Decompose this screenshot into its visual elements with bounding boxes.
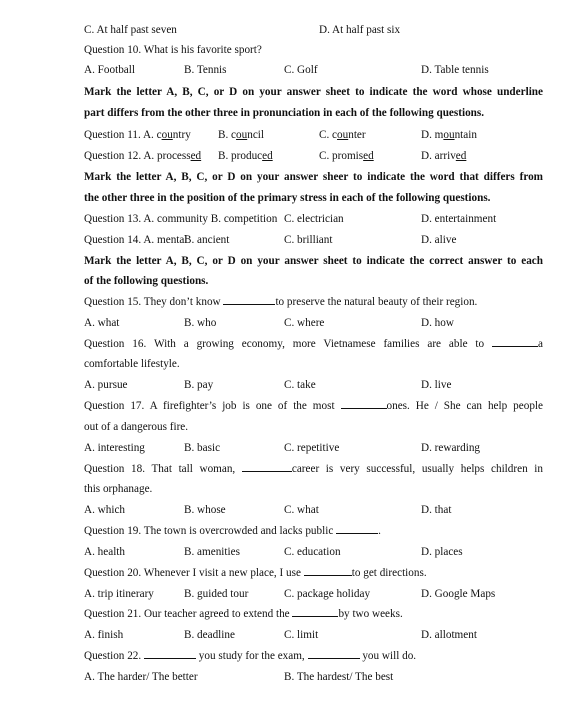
option: B. amenities: [184, 546, 240, 558]
question-line: [84, 563, 543, 583]
option: C. electrician: [284, 213, 344, 225]
text: C. c: [319, 129, 338, 141]
option: B. guided tour: [184, 588, 249, 600]
option: C. limit: [284, 629, 319, 641]
option: D. alive: [421, 234, 457, 246]
option: D. entertainment: [421, 213, 497, 225]
option: D. At half past six: [319, 24, 401, 36]
answer-blank: [223, 293, 275, 305]
text: Question 12. A. process: [84, 150, 191, 162]
options-line: [84, 375, 543, 395]
question-line: [84, 459, 543, 479]
option: [421, 146, 466, 166]
question-text: .: [378, 525, 381, 537]
option: D. allotment: [421, 629, 477, 641]
answer-blank: [242, 460, 292, 472]
instruction-line: Mark the letter A, B, C, or D on your answer sheet to indicate the correct answer to each: [84, 255, 543, 267]
option: D. how: [421, 317, 454, 329]
text: D. arriv: [421, 150, 456, 162]
instruction-line: of the following questions.: [84, 275, 209, 287]
answer-blank: [292, 605, 338, 617]
option: A. The harder/ The better: [84, 671, 198, 683]
text: ncil: [247, 129, 264, 141]
option: D. rewarding: [421, 442, 481, 454]
question-text: you study for the exam,: [195, 650, 308, 662]
options-line: [84, 230, 543, 250]
question-text: by two weeks.: [338, 608, 403, 620]
question-line: [84, 292, 543, 312]
option: B. deadline: [184, 629, 235, 641]
option: [218, 146, 273, 166]
option: B. The hardest/ The best: [284, 671, 394, 683]
instruction-line: Mark the letter A, B, C, or D on your answer sheet to indicate the word whose underline: [84, 86, 543, 98]
underlined-sound: ou: [337, 129, 349, 141]
option: A. interesting: [84, 442, 145, 454]
option: D. that: [421, 504, 452, 516]
option: D. Google Maps: [421, 588, 496, 600]
option: C. what: [284, 504, 319, 516]
options-line: [84, 584, 543, 604]
question-text: Question 18. That tall woman,: [84, 463, 242, 475]
option: C. where: [284, 317, 325, 329]
question-line: Question 10. What is his favorite sport?: [84, 44, 262, 56]
question-line: [84, 146, 543, 166]
underlined-sound: ed: [262, 150, 273, 162]
option: D. Table tennis: [421, 64, 489, 76]
text: B. c: [218, 129, 237, 141]
answer-blank: [308, 647, 360, 659]
option: [319, 146, 374, 166]
question-line: [84, 604, 543, 624]
option: A. finish: [84, 629, 124, 641]
options-line: [84, 438, 543, 458]
option: A. which: [84, 504, 126, 516]
options-line: [84, 500, 543, 520]
option: B. who: [184, 317, 217, 329]
question-text: Question 15. They don’t know: [84, 296, 224, 308]
question-text: career is very successful, usually helps children in: [291, 463, 543, 475]
option: Question 13. A. community B. competition: [84, 213, 278, 225]
question-text: a: [538, 338, 543, 350]
option: Question 14. A. mental: [84, 234, 188, 246]
underlined-sound: ed: [455, 150, 467, 162]
option: A. health: [84, 546, 126, 558]
option: A. what: [84, 317, 120, 329]
option: A. trip itinerary: [84, 588, 154, 600]
question-text: to get directions.: [351, 567, 427, 579]
text: D. m: [421, 129, 444, 141]
question-text: Question 16. With a growing economy, more Vietnamese families are able to: [84, 338, 493, 350]
option: D. places: [421, 546, 463, 558]
question-line: comfortable lifestyle.: [84, 358, 180, 370]
text: Question 11. A. c: [84, 129, 162, 141]
option: B. whose: [184, 504, 226, 516]
question-line: [84, 125, 543, 145]
underlined-sound: ed: [363, 150, 374, 162]
option: [84, 146, 201, 166]
question-text: Question 19. The town is overcrowded and lacks public: [84, 525, 337, 537]
question-text: Question 20. Whenever I visit a new place, I use: [84, 567, 304, 579]
options-line: [84, 542, 543, 562]
underlined-sound: ou: [443, 129, 455, 141]
option: B. ancient: [184, 234, 230, 246]
question-line: out of a dangerous fire.: [84, 421, 189, 433]
option: B. pay: [184, 379, 214, 391]
option: [218, 125, 264, 145]
text: nter: [348, 129, 366, 141]
option: C. Golf: [284, 64, 318, 76]
options-line: [84, 667, 543, 687]
option: C. education: [284, 546, 341, 558]
option: C. package holiday: [284, 588, 371, 600]
option: [421, 125, 477, 145]
option: [84, 125, 191, 145]
options-line: [84, 20, 543, 40]
option: C. repetitive: [284, 442, 340, 454]
instruction-line: Mark the letter A, B, C, or D on your answer sheer to indicate the word that differs from: [84, 171, 543, 183]
option: [319, 125, 366, 145]
option: B. Tennis: [184, 64, 227, 76]
question-text: Question 21. Our teacher agreed to extend the: [84, 608, 293, 620]
options-line: [84, 60, 543, 80]
question-line: [84, 646, 543, 666]
instruction-line: part differs from the other three in pronunciation in each of the following questions.: [84, 107, 485, 119]
answer-blank: [341, 397, 387, 409]
option: C. brilliant: [284, 234, 333, 246]
question-text: you will do.: [359, 650, 417, 662]
underlined-sound: ou: [161, 129, 173, 141]
text: B. produc: [218, 150, 263, 162]
option: C. At half past seven: [84, 24, 177, 36]
text: ntry: [172, 129, 191, 141]
question-line: [84, 396, 543, 416]
instruction-line: the other three in the position of the primary stress in each of the following questions.: [84, 192, 491, 204]
answer-blank: [304, 564, 352, 576]
option: A. pursue: [84, 379, 128, 391]
question-text: Question 22.: [84, 650, 144, 662]
question-line: this orphanage.: [84, 483, 153, 495]
underlined-sound: ou: [236, 129, 248, 141]
option: C. take: [284, 379, 316, 391]
options-line: [84, 209, 543, 229]
question-line: [84, 521, 543, 541]
answer-blank: [492, 335, 538, 347]
option: B. basic: [184, 442, 221, 454]
question-line: [84, 334, 543, 354]
option: D. live: [421, 379, 452, 391]
text: C. promis: [319, 150, 364, 162]
options-line: [84, 313, 543, 333]
answer-blank: [144, 647, 196, 659]
underlined-sound: ed: [190, 150, 202, 162]
text: ntain: [454, 129, 477, 141]
question-text: ones. He / She can help people: [386, 400, 543, 412]
option: A. Football: [84, 64, 135, 76]
question-text: Question 17. A firefighter’s job is one of the most: [84, 400, 341, 412]
answer-blank: [336, 522, 378, 534]
question-text: to preserve the natural beauty of their region.: [275, 296, 478, 308]
options-line: [84, 625, 543, 645]
